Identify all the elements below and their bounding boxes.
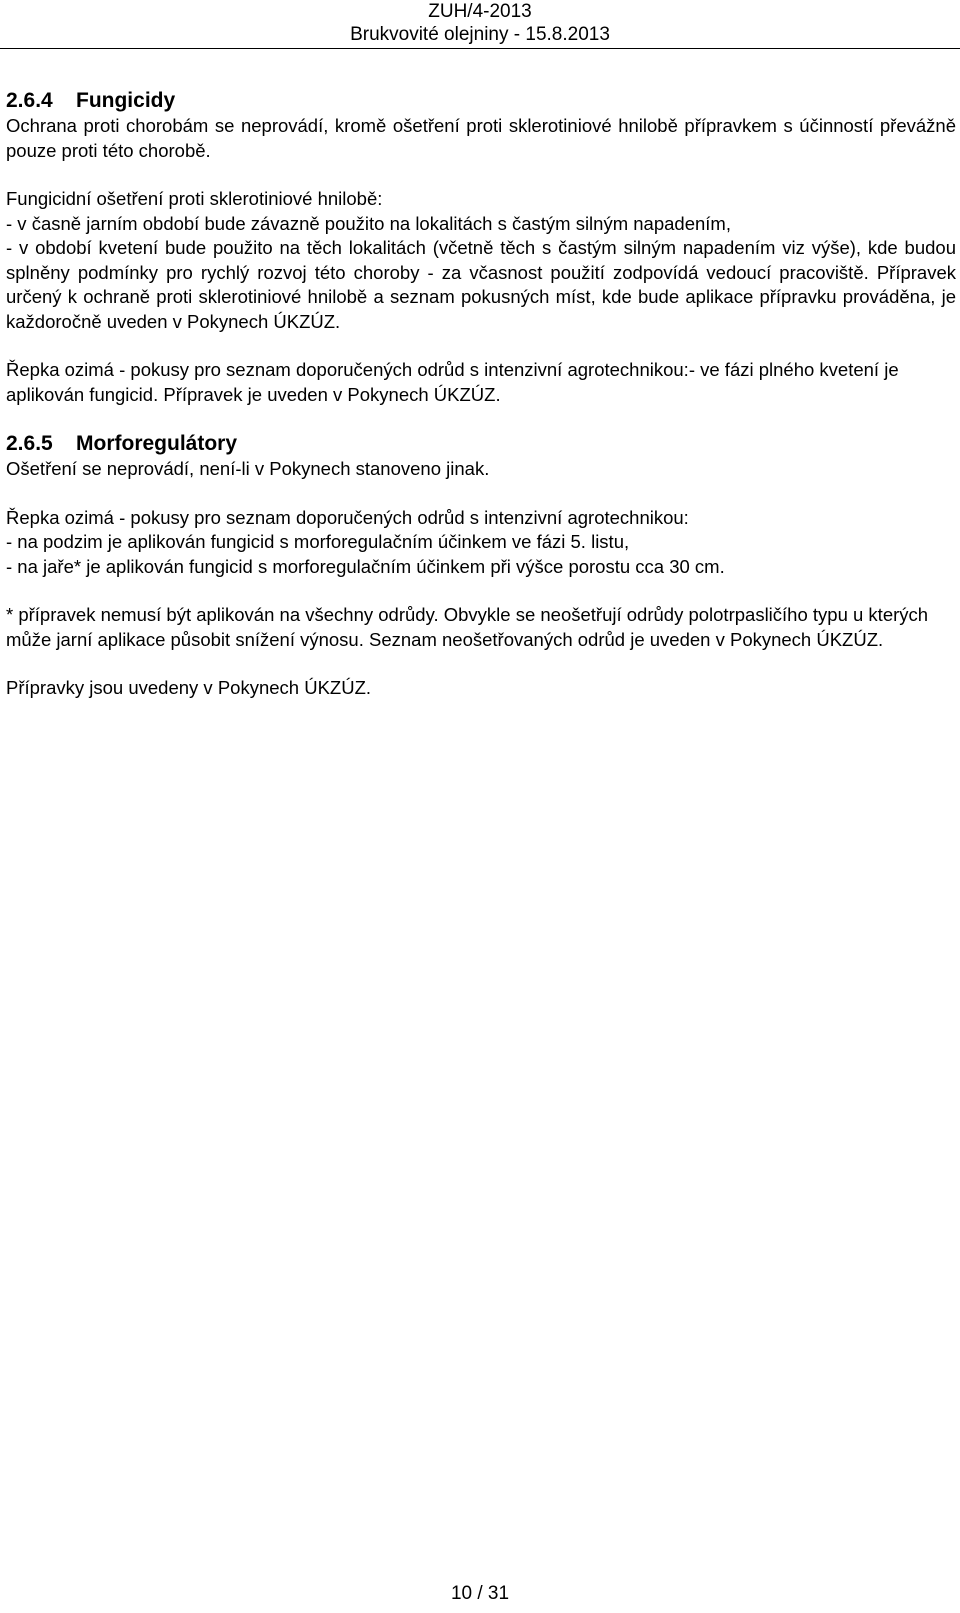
header-divider <box>0 48 960 49</box>
page-header <box>0 0 960 46</box>
section-number: 2.6.5 <box>6 432 53 455</box>
document-id: ZUH/4-2013 <box>428 1 532 22</box>
document-subtitle: Brukvovité olejniny - 15.8.2013 <box>350 24 610 45</box>
list-item: - v období kvetení bude použito na těch lokalitách (včetně těch s častým silným napadením viz výše), kde budou splněny podmínky pro rychlý rozvoj této choroby - za včasnost použití zodpovídá vedoucí pracoviště. Přípravek určený k ochraně proti sklerotiniové hnilobě a seznam pokusných míst, kde bude aplikace přípravku prováděna, je každoročně uveden v Pokynech ÚKZÚZ. <box>6 237 956 332</box>
paragraph-regulators-intro: Ošetření se neprovádí, není-li v Pokynech stanoveno jinak. <box>6 458 490 479</box>
section-title: Morforegulátory <box>76 432 238 455</box>
paragraph-footnote: * přípravek nemusí být aplikován na všechny odrůdy. Obvykle se neošetřují odrůdy polotrpasličího typu u kterých může jarní aplikace působit snížení výnosu. Seznam neošetřovaných odrůd je uveden v Pokynech ÚKZÚZ. <box>6 604 929 650</box>
paragraph-rapeseed-heading: Řepka ozimá - pokusy pro seznam doporučených odrůd s intenzivní agrotechnikou: <box>6 506 689 528</box>
section-title: Fungicidy <box>76 89 176 112</box>
section-heading-fungicides <box>6 88 956 114</box>
section-number: 2.6.4 <box>6 89 53 112</box>
paragraph-treatment-heading: Fungicidní ošetření proti sklerotiniové hnilobě: <box>6 188 383 209</box>
list-item: - na podzim je aplikován fungicid s morforegulačním účinkem ve fázi 5. listu, <box>6 531 630 552</box>
paragraph-fungicides-intro: Ochrana proti chorobám se neprovádí, kromě ošetření proti sklerotiniové hnilobě přípravkem s účinností převážně pouze proti této chorobě. <box>6 115 956 161</box>
paragraph-rapeseed-fungicide: Řepka ozimá - pokusy pro seznam doporučených odrůd s intenzivní agrotechnikou:- ve fázi plného kvetení je aplikován fungicid. Přípravek je uveden v Pokynech ÚKZÚZ. <box>6 359 899 405</box>
paragraph-closing: Přípravky jsou uvedeny v Pokynech ÚKZÚZ. <box>6 677 372 698</box>
list-item: - na jaře* je aplikován fungicid s morforegulačním účinkem při výšce porostu cca 30 cm. <box>6 555 725 577</box>
document-body <box>6 88 956 701</box>
page-number: 10 / 31 <box>450 1583 510 1604</box>
section-heading-growth-regulators <box>6 431 956 457</box>
list-item: - v časně jarním období bude závazně použito na lokalitách s častým silným napadením, <box>6 212 731 234</box>
